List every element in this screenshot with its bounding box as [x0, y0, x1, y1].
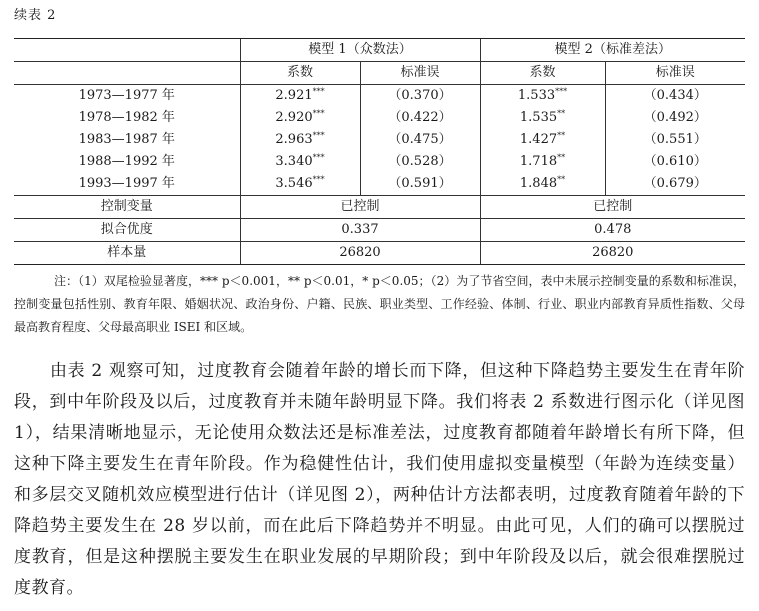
model2-coef: 1.535** [480, 107, 605, 129]
continued-table-label: 续表 2 [14, 8, 57, 23]
model2-coef: 1.533*** [480, 85, 605, 108]
goodness-of-fit-label: 拟合优度 [14, 219, 240, 242]
model1-se: （0.591） [360, 173, 480, 196]
model2-control-value: 已控制 [480, 196, 745, 219]
significance-stars: *** [312, 87, 325, 96]
model2-coef: 1.427** [480, 129, 605, 151]
model1-coef: 3.340*** [240, 151, 360, 173]
sample-size-row [14, 242, 745, 265]
table-row [14, 107, 745, 129]
control-variables-row [14, 196, 745, 219]
period-label: 1973—1977 年 [78, 88, 175, 103]
model2-se-header: 标准误 [605, 62, 745, 85]
model1-fit-value: 0.337 [240, 219, 480, 242]
table-row [14, 151, 745, 173]
goodness-of-fit-row [14, 219, 745, 242]
significance-stars: *** [312, 175, 325, 184]
significance-stars: *** [312, 153, 325, 162]
model2-se: （0.434） [605, 85, 745, 108]
sample-size-label: 样本量 [14, 242, 240, 265]
significance-stars: *** [312, 109, 325, 118]
model2-header: 模型 2（标准差法） [480, 39, 745, 62]
model1-coef: 2.963*** [240, 129, 360, 151]
regression-table [14, 38, 745, 265]
model1-coef: 2.921*** [240, 85, 360, 108]
period-label: 1983—1987 年 [78, 132, 175, 147]
model1-se: （0.475） [360, 129, 480, 151]
table-row [14, 129, 745, 151]
model1-se: （0.422） [360, 107, 480, 129]
model2-coef: 1.718** [480, 151, 605, 173]
model2-se: （0.610） [605, 151, 745, 173]
model2-se: （0.492） [605, 107, 745, 129]
period-label: 1978—1982 年 [78, 110, 175, 125]
period-label: 1988—1992 年 [78, 154, 175, 169]
model1-se: （0.528） [360, 151, 480, 173]
table-stub-header [14, 39, 240, 62]
significance-stars: ** [557, 175, 566, 184]
model2-se: （0.551） [605, 129, 745, 151]
model1-control-value: 已控制 [240, 196, 480, 219]
model2-fit-value: 0.478 [480, 219, 745, 242]
period-label: 1993—1997 年 [14, 173, 240, 196]
significance-stars: ** [557, 153, 566, 162]
significance-stars: ** [557, 131, 566, 140]
table-header-columns [14, 62, 745, 85]
table-row [14, 173, 745, 196]
model2-coef-header: 系数 [480, 62, 605, 85]
model1-coef: 3.546*** [240, 173, 360, 196]
model2-sample-size: 26820 [480, 242, 745, 265]
model1-se: （0.370） [360, 85, 480, 108]
model1-header: 模型 1（众数法） [240, 39, 480, 62]
body-paragraph: 由表 2 观察可知，过度教育会随着年龄的增长而下降，但这种下降趋势主要发生在青年阶段，到中年阶段及以后，过度教育并未随年龄明显下降。我们将表 2 系数进行图示化（详见图 1），结果清晰地显示，无论使用众数法还是标准差法，过度教育都随着年龄增长有所下降，但这种下降主要发生在青年阶段。作为稳健性估计，我们使用虚拟变量模型（年龄为连续变量）和多层交叉随机效应模型进行估计（详见图 2），两种估计方法都表明，过度教育随着年龄的下降趋势主要发生在 28 岁以前，而在此后下降趋势并不明显。由此可见，人们的确可以摆脱过度教育，但是这种摆脱主要发生在职业发展的早期阶段；到中年阶段及以后，就会很难摆脱过度教育。 [14, 361, 745, 598]
significance-stars: *** [555, 87, 568, 96]
model1-coef: 2.920*** [240, 107, 360, 129]
model2-se: （0.679） [605, 173, 745, 196]
control-variables-label: 控制变量 [14, 196, 240, 219]
table-header-models [14, 39, 745, 62]
model1-coef-header: 系数 [240, 62, 360, 85]
table-row [14, 85, 745, 108]
model2-coef: 1.848** [480, 173, 605, 196]
model1-se-header: 标准误 [360, 62, 480, 85]
model1-sample-size: 26820 [240, 242, 480, 265]
table-note: 注：（1）双尾检验显著度，*** p＜0.001，** p＜0.01，* p＜0.05；（2）为了节省空间，表中未展示控制变量的系数和标准误，控制变量包括性别、教育年限、婚姻状况、政治身份、户籍、民族、职业类型、工作经验、体制、行业、职业内部教育异质性指数、父母最高教育程度、父母最高职业 ISEI 和区域。 [14, 274, 745, 334]
significance-stars: ** [557, 109, 566, 118]
table-stub-subheader [14, 62, 240, 85]
significance-stars: *** [312, 131, 325, 140]
